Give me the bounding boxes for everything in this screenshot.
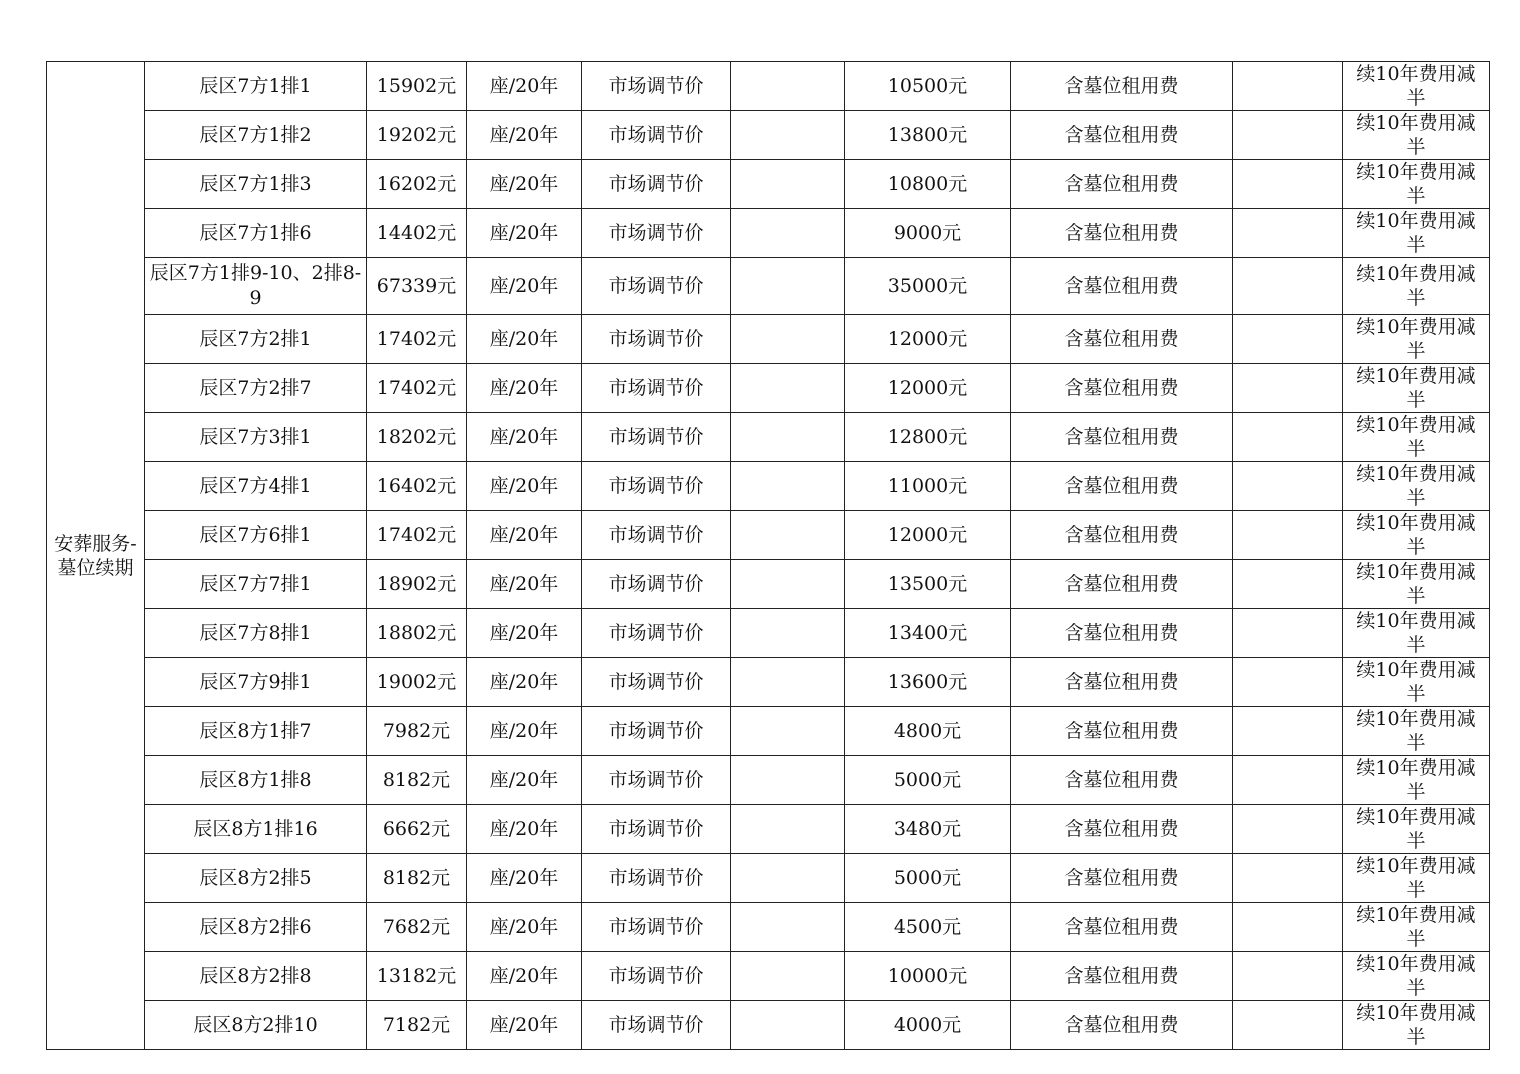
empty-cell	[1233, 364, 1343, 413]
included-cell: 含墓位租用费	[1011, 560, 1233, 609]
price-cell: 17402元	[367, 315, 467, 364]
table-row	[47, 707, 1490, 756]
included-cell: 含墓位租用费	[1011, 462, 1233, 511]
item-cell: 辰区7方1排6	[145, 209, 367, 258]
empty-cell	[731, 209, 845, 258]
table-row	[47, 258, 1490, 315]
empty-cell	[731, 315, 845, 364]
unit-cell: 座/20年	[467, 315, 582, 364]
price-type-cell: 市场调节价	[582, 560, 731, 609]
table-row	[47, 209, 1490, 258]
price-cell: 14402元	[367, 209, 467, 258]
table-row	[47, 658, 1490, 707]
table-row	[47, 111, 1490, 160]
table-row	[47, 756, 1490, 805]
unit-cell: 座/20年	[467, 62, 582, 111]
adjusted-price-cell: 35000元	[845, 258, 1011, 315]
included-cell: 含墓位租用费	[1011, 658, 1233, 707]
item-cell: 辰区8方1排8	[145, 756, 367, 805]
empty-cell	[1233, 805, 1343, 854]
empty-cell	[1233, 258, 1343, 315]
item-cell: 辰区7方6排1	[145, 511, 367, 560]
empty-cell	[731, 560, 845, 609]
table-row	[47, 511, 1490, 560]
item-cell: 辰区7方1排2	[145, 111, 367, 160]
remark-cell: 续10年费用减半	[1343, 756, 1490, 805]
adjusted-price-cell: 4000元	[845, 1001, 1011, 1050]
table-row	[47, 413, 1490, 462]
empty-cell	[1233, 209, 1343, 258]
included-cell: 含墓位租用费	[1011, 160, 1233, 209]
price-cell: 19002元	[367, 658, 467, 707]
price-cell: 19202元	[367, 111, 467, 160]
price-cell: 17402元	[367, 511, 467, 560]
empty-cell	[1233, 111, 1343, 160]
empty-cell	[731, 658, 845, 707]
included-cell: 含墓位租用费	[1011, 62, 1233, 111]
unit-cell: 座/20年	[467, 854, 582, 903]
empty-cell	[1233, 315, 1343, 364]
empty-cell	[731, 62, 845, 111]
table-row	[47, 462, 1490, 511]
included-cell: 含墓位租用费	[1011, 805, 1233, 854]
unit-cell: 座/20年	[467, 209, 582, 258]
adjusted-price-cell: 12000元	[845, 315, 1011, 364]
empty-cell	[731, 258, 845, 315]
unit-cell: 座/20年	[467, 111, 582, 160]
empty-cell	[1233, 160, 1343, 209]
price-type-cell: 市场调节价	[582, 209, 731, 258]
empty-cell	[1233, 854, 1343, 903]
table-row	[47, 315, 1490, 364]
included-cell: 含墓位租用费	[1011, 707, 1233, 756]
unit-cell: 座/20年	[467, 952, 582, 1001]
adjusted-price-cell: 9000元	[845, 209, 1011, 258]
adjusted-price-cell: 12000元	[845, 511, 1011, 560]
category-cell: 安葬服务-墓位续期	[47, 62, 145, 1050]
remark-cell: 续10年费用减半	[1343, 315, 1490, 364]
item-cell: 辰区7方7排1	[145, 560, 367, 609]
empty-cell	[731, 413, 845, 462]
table-row	[47, 952, 1490, 1001]
item-cell: 辰区7方1排1	[145, 62, 367, 111]
adjusted-price-cell: 12800元	[845, 413, 1011, 462]
adjusted-price-cell: 3480元	[845, 805, 1011, 854]
price-type-cell: 市场调节价	[582, 462, 731, 511]
included-cell: 含墓位租用费	[1011, 952, 1233, 1001]
price-cell: 8182元	[367, 756, 467, 805]
price-cell: 8182元	[367, 854, 467, 903]
remark-cell: 续10年费用减半	[1343, 658, 1490, 707]
item-cell: 辰区7方2排1	[145, 315, 367, 364]
price-type-cell: 市场调节价	[582, 511, 731, 560]
empty-cell	[731, 111, 845, 160]
included-cell: 含墓位租用费	[1011, 511, 1233, 560]
remark-cell: 续10年费用减半	[1343, 62, 1490, 111]
empty-cell	[731, 805, 845, 854]
empty-cell	[1233, 1001, 1343, 1050]
adjusted-price-cell: 11000元	[845, 462, 1011, 511]
item-cell: 辰区7方2排7	[145, 364, 367, 413]
included-cell: 含墓位租用费	[1011, 609, 1233, 658]
remark-cell: 续10年费用减半	[1343, 609, 1490, 658]
item-cell: 辰区8方2排10	[145, 1001, 367, 1050]
empty-cell	[731, 952, 845, 1001]
empty-cell	[1233, 413, 1343, 462]
remark-cell: 续10年费用减半	[1343, 462, 1490, 511]
remark-cell: 续10年费用减半	[1343, 258, 1490, 315]
price-type-cell: 市场调节价	[582, 805, 731, 854]
included-cell: 含墓位租用费	[1011, 756, 1233, 805]
table-row	[47, 609, 1490, 658]
included-cell: 含墓位租用费	[1011, 854, 1233, 903]
table-row	[47, 805, 1490, 854]
empty-cell	[731, 609, 845, 658]
table-row	[47, 560, 1490, 609]
adjusted-price-cell: 10800元	[845, 160, 1011, 209]
remark-cell: 续10年费用减半	[1343, 413, 1490, 462]
table-row	[47, 62, 1490, 111]
empty-cell	[731, 511, 845, 560]
included-cell: 含墓位租用费	[1011, 1001, 1233, 1050]
price-cell: 6662元	[367, 805, 467, 854]
price-cell: 17402元	[367, 364, 467, 413]
item-cell: 辰区7方9排1	[145, 658, 367, 707]
unit-cell: 座/20年	[467, 756, 582, 805]
item-cell: 辰区7方3排1	[145, 413, 367, 462]
unit-cell: 座/20年	[467, 560, 582, 609]
price-cell: 18902元	[367, 560, 467, 609]
empty-cell	[731, 854, 845, 903]
price-type-cell: 市场调节价	[582, 658, 731, 707]
remark-cell: 续10年费用减半	[1343, 707, 1490, 756]
empty-cell	[731, 462, 845, 511]
remark-cell: 续10年费用减半	[1343, 560, 1490, 609]
empty-cell	[1233, 609, 1343, 658]
adjusted-price-cell: 10500元	[845, 62, 1011, 111]
remark-cell: 续10年费用减半	[1343, 511, 1490, 560]
item-cell: 辰区8方1排7	[145, 707, 367, 756]
unit-cell: 座/20年	[467, 258, 582, 315]
adjusted-price-cell: 5000元	[845, 756, 1011, 805]
empty-cell	[1233, 62, 1343, 111]
unit-cell: 座/20年	[467, 805, 582, 854]
price-table	[46, 61, 1490, 1050]
empty-cell	[1233, 952, 1343, 1001]
empty-cell	[731, 1001, 845, 1050]
remark-cell: 续10年费用减半	[1343, 903, 1490, 952]
price-cell: 67339元	[367, 258, 467, 315]
remark-cell: 续10年费用减半	[1343, 1001, 1490, 1050]
table-row	[47, 854, 1490, 903]
empty-cell	[1233, 903, 1343, 952]
unit-cell: 座/20年	[467, 462, 582, 511]
empty-cell	[1233, 658, 1343, 707]
empty-cell	[1233, 560, 1343, 609]
adjusted-price-cell: 4500元	[845, 903, 1011, 952]
item-cell: 辰区8方1排16	[145, 805, 367, 854]
price-cell: 13182元	[367, 952, 467, 1001]
price-type-cell: 市场调节价	[582, 258, 731, 315]
remark-cell: 续10年费用减半	[1343, 160, 1490, 209]
included-cell: 含墓位租用费	[1011, 364, 1233, 413]
included-cell: 含墓位租用费	[1011, 413, 1233, 462]
price-type-cell: 市场调节价	[582, 364, 731, 413]
price-cell: 18802元	[367, 609, 467, 658]
item-cell: 辰区7方4排1	[145, 462, 367, 511]
included-cell: 含墓位租用费	[1011, 315, 1233, 364]
remark-cell: 续10年费用减半	[1343, 952, 1490, 1001]
table-row	[47, 160, 1490, 209]
remark-cell: 续10年费用减半	[1343, 111, 1490, 160]
table-row	[47, 364, 1490, 413]
empty-cell	[1233, 756, 1343, 805]
empty-cell	[731, 903, 845, 952]
price-type-cell: 市场调节价	[582, 111, 731, 160]
adjusted-price-cell: 10000元	[845, 952, 1011, 1001]
remark-cell: 续10年费用减半	[1343, 209, 1490, 258]
unit-cell: 座/20年	[467, 1001, 582, 1050]
unit-cell: 座/20年	[467, 903, 582, 952]
included-cell: 含墓位租用费	[1011, 111, 1233, 160]
unit-cell: 座/20年	[467, 364, 582, 413]
empty-cell	[1233, 707, 1343, 756]
table-row	[47, 903, 1490, 952]
empty-cell	[731, 160, 845, 209]
empty-cell	[1233, 511, 1343, 560]
adjusted-price-cell: 13800元	[845, 111, 1011, 160]
price-type-cell: 市场调节价	[582, 707, 731, 756]
adjusted-price-cell: 4800元	[845, 707, 1011, 756]
unit-cell: 座/20年	[467, 413, 582, 462]
remark-cell: 续10年费用减半	[1343, 854, 1490, 903]
price-type-cell: 市场调节价	[582, 160, 731, 209]
price-type-cell: 市场调节价	[582, 315, 731, 364]
empty-cell	[1233, 462, 1343, 511]
unit-cell: 座/20年	[467, 658, 582, 707]
price-cell: 18202元	[367, 413, 467, 462]
price-cell: 7182元	[367, 1001, 467, 1050]
price-type-cell: 市场调节价	[582, 952, 731, 1001]
empty-cell	[731, 364, 845, 413]
price-cell: 15902元	[367, 62, 467, 111]
table-row	[47, 1001, 1490, 1050]
adjusted-price-cell: 13500元	[845, 560, 1011, 609]
empty-cell	[731, 707, 845, 756]
remark-cell: 续10年费用减半	[1343, 805, 1490, 854]
price-cell: 16202元	[367, 160, 467, 209]
price-cell: 7682元	[367, 903, 467, 952]
table-body	[47, 62, 1490, 1050]
adjusted-price-cell: 5000元	[845, 854, 1011, 903]
remark-cell: 续10年费用减半	[1343, 364, 1490, 413]
included-cell: 含墓位租用费	[1011, 903, 1233, 952]
price-type-cell: 市场调节价	[582, 1001, 731, 1050]
item-cell: 辰区8方2排5	[145, 854, 367, 903]
item-cell: 辰区8方2排6	[145, 903, 367, 952]
included-cell: 含墓位租用费	[1011, 258, 1233, 315]
adjusted-price-cell: 13600元	[845, 658, 1011, 707]
price-cell: 16402元	[367, 462, 467, 511]
price-cell: 7982元	[367, 707, 467, 756]
item-cell: 辰区7方1排3	[145, 160, 367, 209]
adjusted-price-cell: 13400元	[845, 609, 1011, 658]
price-type-cell: 市场调节价	[582, 903, 731, 952]
price-type-cell: 市场调节价	[582, 609, 731, 658]
price-type-cell: 市场调节价	[582, 854, 731, 903]
price-type-cell: 市场调节价	[582, 62, 731, 111]
price-type-cell: 市场调节价	[582, 756, 731, 805]
unit-cell: 座/20年	[467, 609, 582, 658]
included-cell: 含墓位租用费	[1011, 209, 1233, 258]
item-cell: 辰区8方2排8	[145, 952, 367, 1001]
unit-cell: 座/20年	[467, 511, 582, 560]
price-type-cell: 市场调节价	[582, 413, 731, 462]
unit-cell: 座/20年	[467, 707, 582, 756]
empty-cell	[731, 756, 845, 805]
item-cell: 辰区7方8排1	[145, 609, 367, 658]
unit-cell: 座/20年	[467, 160, 582, 209]
adjusted-price-cell: 12000元	[845, 364, 1011, 413]
item-cell: 辰区7方1排9-10、2排8-9	[145, 258, 367, 315]
